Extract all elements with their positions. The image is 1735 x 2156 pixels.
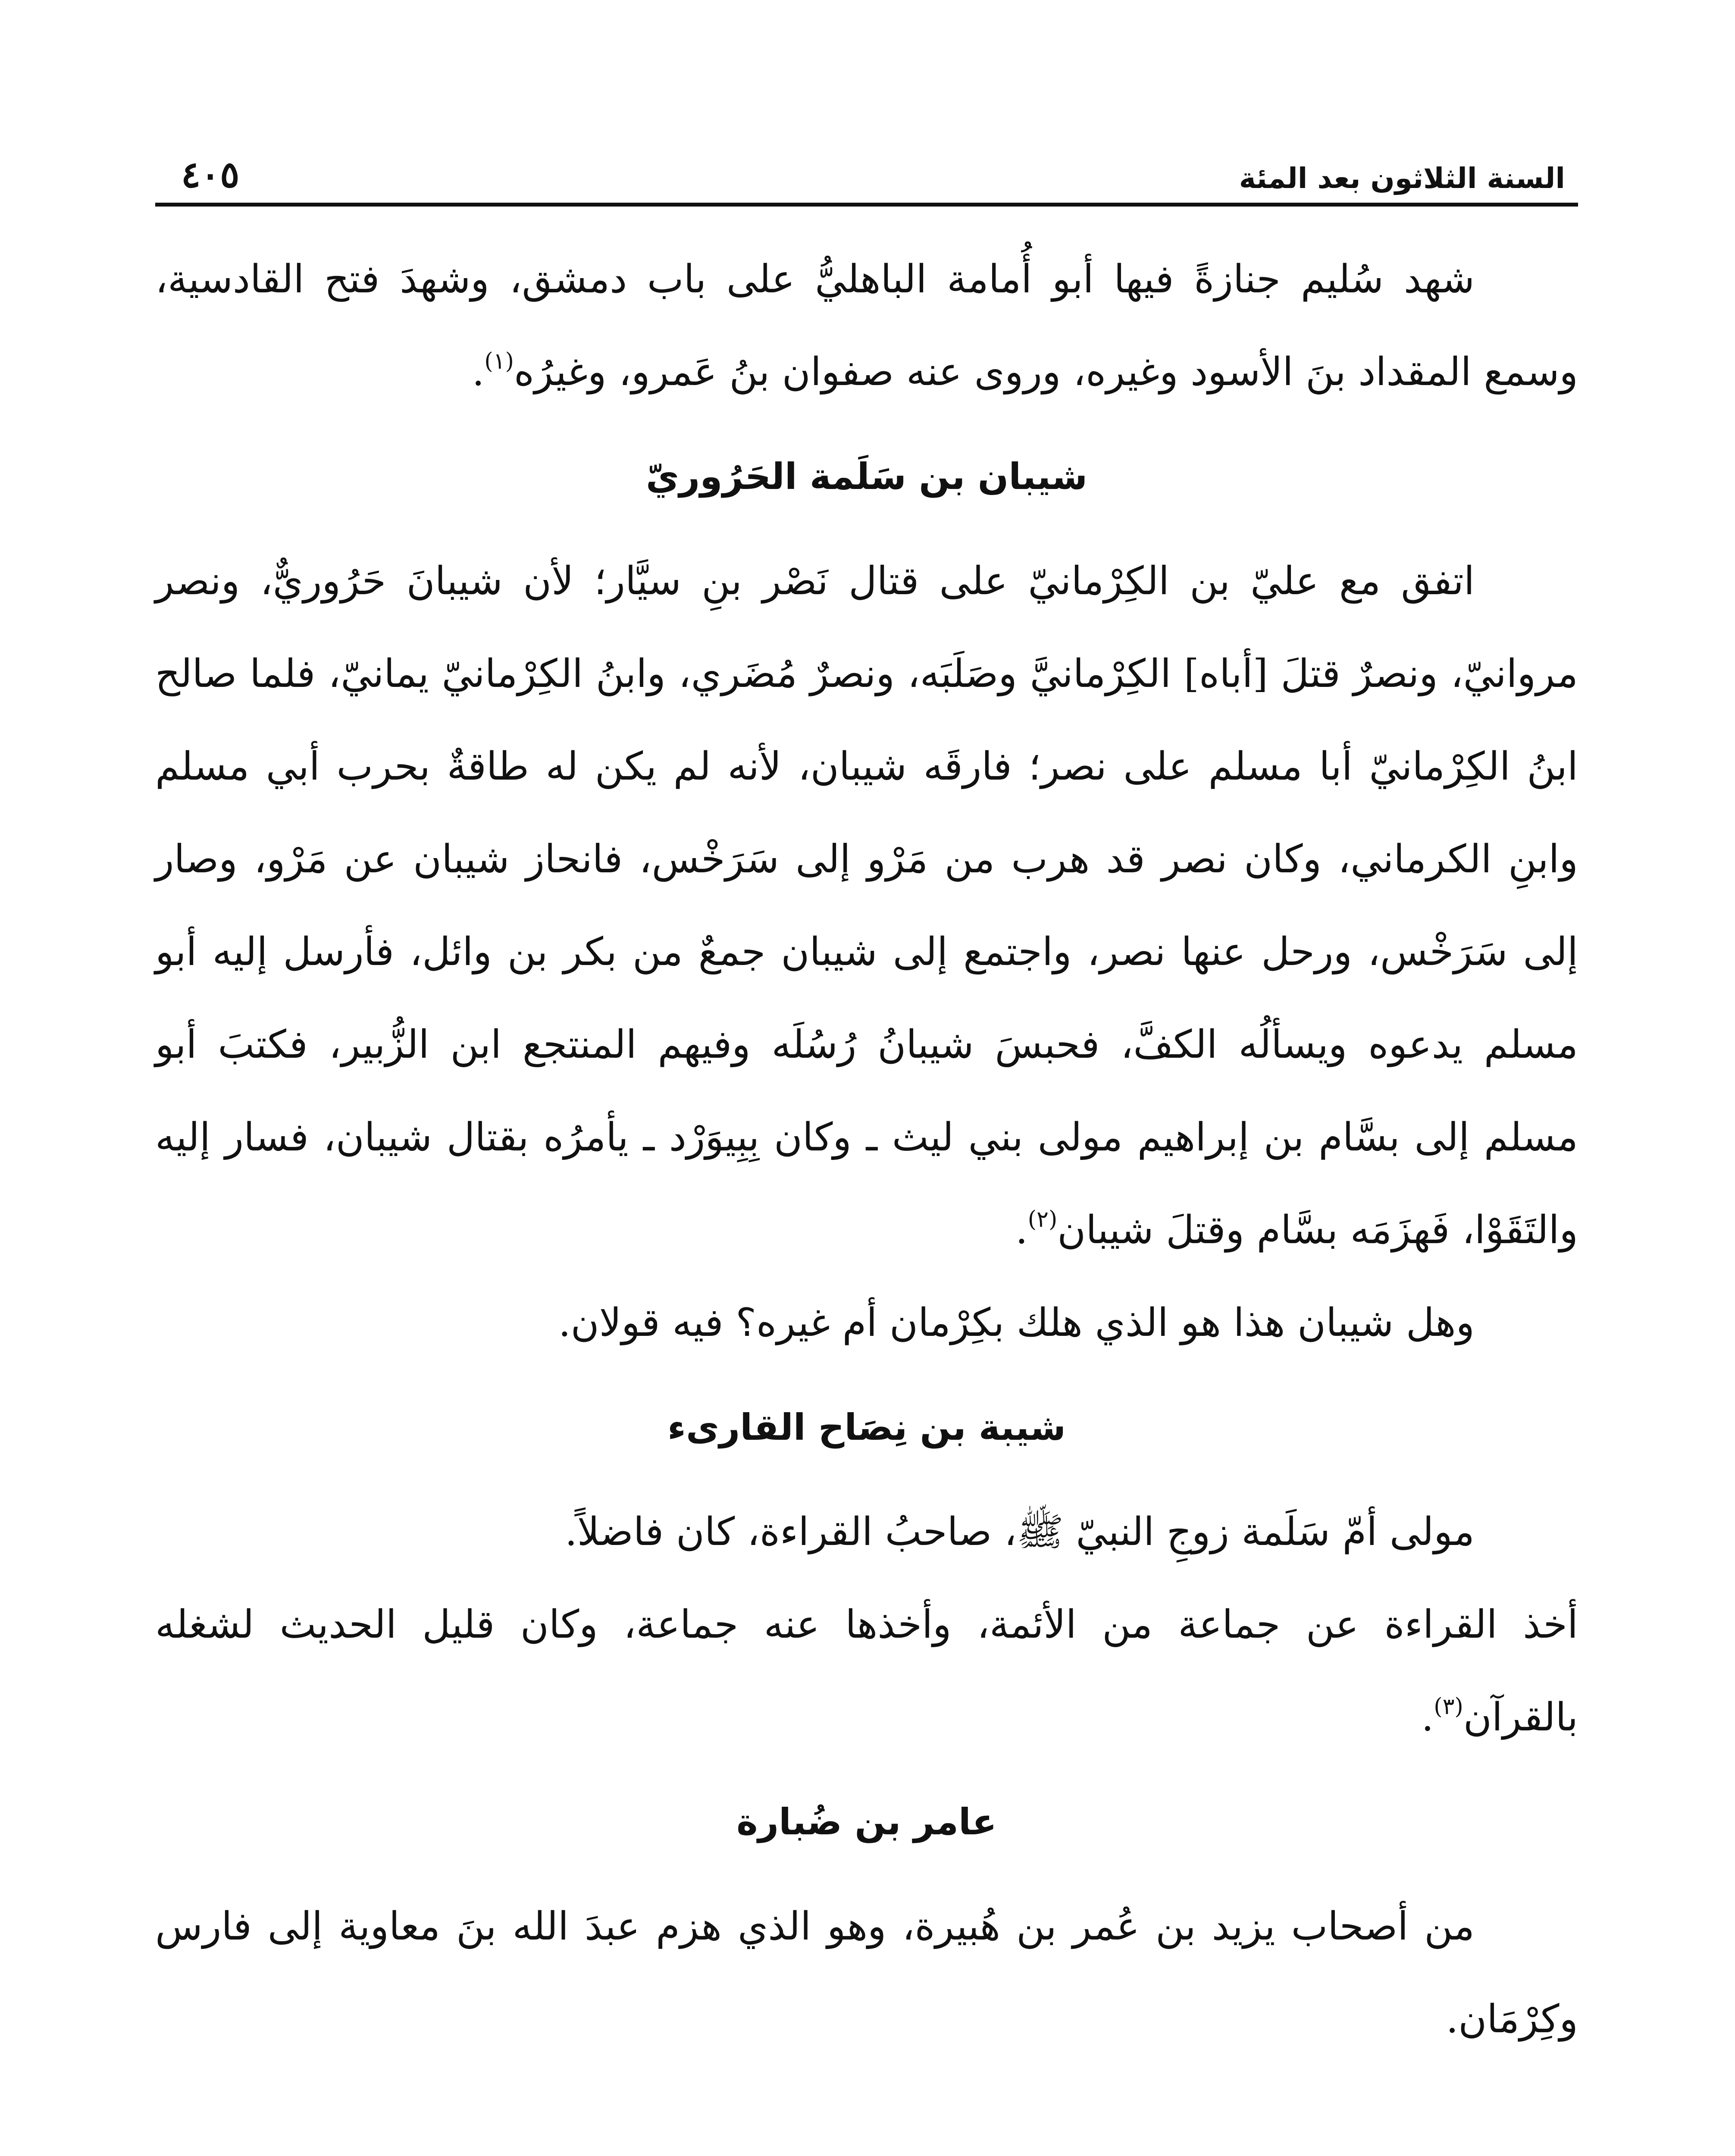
paragraph-text: اتفق مع عليّ بن الكِرْمانيّ على قتال نَصْر بنِ سيَّار؛ لأن شيبانَ حَرُوريٌّ، ونصر مروانيّ، ونصرٌ قتلَ [أباه] الكِرْمانيَّ وصَلَبَه، ونصرٌ مُضَري، وابنُ الكِرْمانيّ يمانيّ، فلما صالح ابنُ الكِرْمانيّ أبا مسلم على نصر؛ فارقَه شيبان، لأنه لم يكن له طاقةٌ بحرب أبي مسلم وابنِ الكرماني، وكان نصر قد هرب من مَرْو إلى سَرَخْس، فانحاز شيبان عن مَرْو، وصار إلى سَرَخْس، ورحل عنها نصر، واجتمع إلى شيبان جمعٌ من بكر بن وائل، فأرسل إليه أبو مسلم يدعوه ويسألُه الكفَّ، فحبسَ شيبانُ رُسُلَه وفيهم المنتجع ابن الزُّبير، فكتبَ أبو مسلم إلى بسَّام بن إبراهيم مولى بني ليث ـ وكان بِبِيوَرْد ـ يأمرُه بقتال شيبان، فسار إليه والتَقَوْا، فَهزَمَه بسَّام وقتلَ شيبان xyxy=(155,558,1578,1253)
footnote-ref-3: (٣) xyxy=(1434,1694,1463,1720)
main-text xyxy=(155,233,1578,2065)
paragraph-shayban-note: وهل شيبان هذا هو الذي هلك بكِرْمان أم غيره؟ فيه قولان. xyxy=(558,1300,1475,1345)
paragraph-shayba-2: أخذ القراءة عن جماعة من الأئمة، وأخذها عنه جماعة، وكان قليل الحديث لشغله بالقرآن$^{(٣)}$. xyxy=(155,1602,1578,1740)
running-title: السنة الثلاثون بعد المئة xyxy=(1239,162,1565,195)
running-header xyxy=(155,129,1578,207)
heading-amir: عامر بن ضُبارة xyxy=(736,1801,997,1843)
paragraph-amir: من أصحاب يزيد بن عُمر بن هُبيرة، وهو الذي هزم عبدَ الله بنَ معاوية إلى فارس وكِرْمَان. xyxy=(155,1904,1578,2042)
paragraph-sulaym: شهد سُليم جنازةً فيها أبو أُمامة الباهليُّ على باب دمشق، وشهدَ فتح القادسية، وسمع المقداد بنَ الأسود وغيره، وروى عنه صفوان بنُ عَمرو، وغيرُه$^{(١)}$. xyxy=(155,257,1578,395)
heading-shayban: شيبان بن سَلَمة الحَرُوريّ xyxy=(645,455,1088,498)
paragraph-text: أخذ القراءة عن جماعة من الأئمة، وأخذها عنه جماعة، وكان قليل الحديث لشغله بالقرآن xyxy=(155,1602,1578,1740)
paragraph-shayban: اتفق مع عليّ بن الكِرْمانيّ على قتال نَصْر بنِ سيَّار؛ لأن شيبانَ حَرُوريٌّ، ونصر مروانيّ، ونصرٌ قتلَ [أباه] الكِرْمانيَّ وصَلَبَه، ونصرٌ مُضَري، وابنُ الكِرْمانيّ يمانيّ، فلما صالح ابنُ الكِرْمانيّ أبا مسلم على نصر؛ فارقَه شيبان، لأنه لم يكن له طاقةٌ بحرب أبي مسلم وابنِ الكرماني، وكان نصر قد هرب من مَرْو إلى سَرَخْس، فانحاز شيبان عن مَرْو، وصار إلى سَرَخْس، ورحل عنها نصر، واجتمع إلى شيبان جمعٌ من بكر بن وائل، فأرسل إليه أبو مسلم يدعوه ويسألُه الكفَّ، فحبسَ شيبانُ رُسُلَه وفيهم المنتجع ابن الزُّبير، فكتبَ أبو مسلم إلى بسَّام بن إبراهيم مولى بني ليث ـ وكان بِبِيوَرْد ـ يأمرُه بقتال شيبان، فسار إليه والتَقَوْا، فَهزَمَه بسَّام وقتلَ شيبان$^{(٢)}$. xyxy=(155,558,1578,1253)
heading-shayba: شيبة بن نِصَاح القارىء xyxy=(667,1406,1066,1448)
paragraph-shayba-1: مولى أمّ سَلَمة زوجِ النبيّ ﷺ، صاحبُ القراءة، كان فاضلاً. xyxy=(565,1509,1475,1554)
book-page xyxy=(155,129,1578,2156)
footnote-ref-2: (٢) xyxy=(1027,1206,1058,1232)
page-number: ٤٠٥ xyxy=(181,153,240,196)
paragraph-text: شهد سُليم جنازةً فيها أبو أُمامة الباهليُّ على باب دمشق، وشهدَ فتح القادسية، وسمع المقداد بنَ الأسود وغيره، وروى عنه صفوان بنُ عَمرو، وغيرُه xyxy=(155,257,1578,395)
footnote-ref-1: (١) xyxy=(484,348,514,374)
